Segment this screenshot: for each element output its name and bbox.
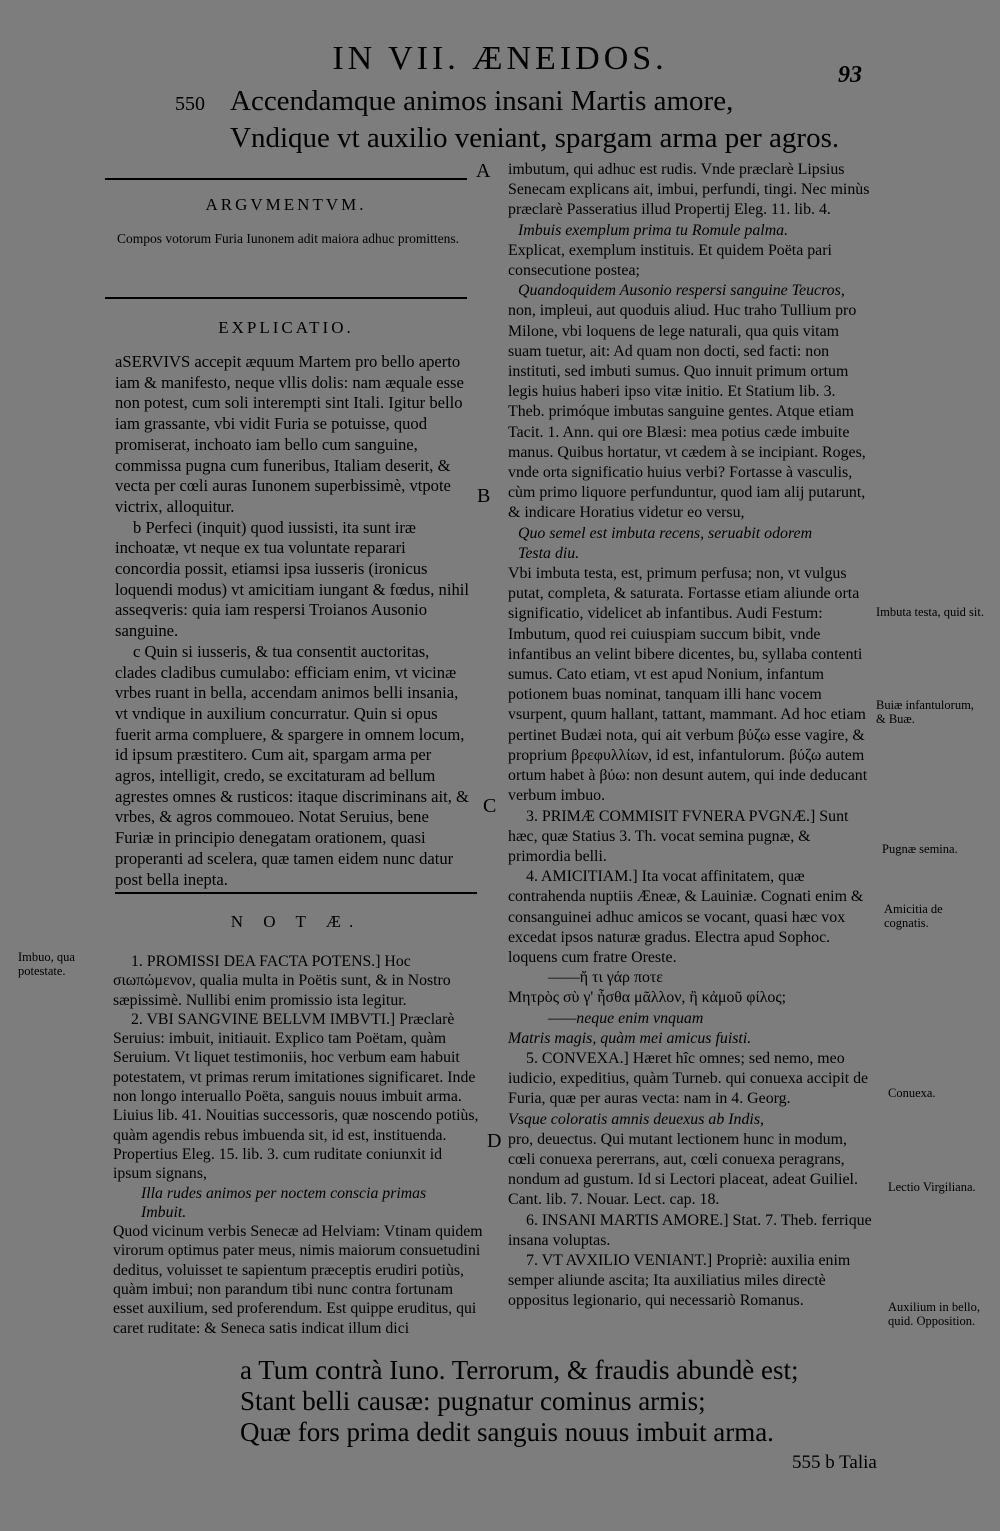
divider bbox=[115, 892, 477, 894]
quote-line: Quandoquidem Ausonio respersi sanguine Teucros, bbox=[518, 282, 845, 300]
running-head: IN VII. ÆNEIDOS. bbox=[332, 40, 668, 77]
note: 6. INSANI MARTIS AMORE.] Stat. 7. Theb. ferrique insana voluptas. bbox=[508, 1211, 872, 1249]
paragraph: imbutum, qui adhuc est rudis. Vnde præclarè Lipsius Senecam explicans ait, imbui, perfundi, tingi. Nec minùs præclarè Passeratius illud Propertij Eleg. 11. lib. 4. bbox=[508, 161, 870, 219]
quote-line: Matris magis, quàm mei amicus fuisti. bbox=[508, 1029, 752, 1047]
paragraph: Vbi imbuta testa, est, primum perfusa; non, vt vulgus putat, completa, & saturata. Fortasse etiam aliunde orta significatio, videlicet ab infantibus. Audi Festum: Imbutum, quod rei cuiuspiam succum bibit, vnde infantibus an velint bibere dicentes, bu, syllaba contenti sumus. Cato etiam, vt est apud Nonium, infantum potionem buas nominat, tanquam illi hanc vocem vsurpent, quum hallant, tattant, mammant. Ad hoc etiam pertinet Budæi nota, qui ait verbum βύζω esse vagire, & proprium βρεφυλλίων, id est, infantulorum. βύζω autem ortum habet à βύω: non desunt autem, qui inde deducant verbum imbuo. bbox=[508, 565, 868, 805]
margin-note: Auxilium in bello, quid. Opposition. bbox=[888, 1300, 981, 1328]
divider bbox=[105, 297, 467, 299]
note: 7. VT AVXILIO VENIANT.] Propriè: auxilia enim semper aliunde ascita; Ita auxiliatius miles directè oppositus legionario, qui necessariò Romanus. bbox=[508, 1251, 851, 1310]
notae-text bbox=[113, 952, 483, 1338]
notae-heading: N O T Æ. bbox=[230, 912, 362, 931]
catchword: 555 b Talia bbox=[792, 1452, 877, 1473]
quote-line: Imbuis exemplum prima tu Romule palma. bbox=[518, 221, 789, 239]
page-number: 93 bbox=[838, 62, 862, 88]
margin-note: Conuexa. bbox=[888, 1086, 936, 1100]
quote-line: Imbuit. bbox=[141, 1203, 187, 1221]
note: 2. VBI SANGVINE BELLVM IMBVTI.] Præclarè Seruius: imbuit, initiauit. Explico tam Poëtam, quàm Seruium. Vt liquet testimoniis, hoc verbum eam habuit potestatem, vt primas rerum imitationes significaret. Inde non longo interuallo Poëta, sanguis nouus imbuit arma. Liuius lib. 41. Nouitias successoris, quæ noscendo potiùs, quàm agendis rebus imbuenda sit, id est, instituenda. Propertius Eleg. 15. lib. 3. cum ruditate coniunxit id ipsum signans, bbox=[113, 1010, 479, 1183]
note: Quod vicinum verbis Senecæ ad Helviam: Vtinam quidem virorum optimus pater meus, nimis maiorum consuetudini deditus, voluisset te sapientum præceptis erudiri potiùs, quàm imbui; non parandum tibi nunc contra fortunam esset auxilium, sed proferendum. Est quippe eruditus, qui caret ruditate: & Seneca satis indicat illum dici bbox=[113, 1223, 483, 1337]
margin-note: Lectio Virgiliana. bbox=[888, 1180, 976, 1194]
note: 4. AMICITIAM.] Ita vocat affinitatem, quæ contrahenda nuptiis Æneæ, & Lauiniæ. Cognati enim & consanguinei adhuc amicos se vocant, quasi hæc vox excedat ipsos naturæ gradus. Electra apud Sophoc. loquens cum fratre Oreste. bbox=[508, 868, 864, 966]
margin-note: Imbuo, qua potestate. bbox=[18, 950, 75, 978]
right-column-text bbox=[508, 160, 873, 1312]
argumentum-heading: ARGVMENTVM. bbox=[205, 195, 367, 214]
paragraph: pro, deuectus. Qui mutant lectionem hunc in modum, cœli conuexa pererrans, aut, cœli conuexa peragrans, nondum ad gustum. Id si Lectori placeat, adeat Guiliel. Cant. lib. 7. Nouar. Lect. cap. 18. bbox=[508, 1130, 858, 1209]
argumentum-text: Compos votorum Furia Iunonem adit maiora adhuc promittens. bbox=[117, 231, 459, 246]
quote-line: Testa diu. bbox=[518, 544, 580, 562]
section-marker: D bbox=[487, 1130, 502, 1152]
margin-note: Pugnæ semina. bbox=[882, 842, 958, 856]
note: 3. PRIMÆ COMMISIT FVNERA PVGNÆ.] Sunt hæc, quæ Statius 3. Th. vocat semina pugnæ, & primordia belli. bbox=[508, 807, 849, 865]
verse-line: Stant belli causæ: pugnatur cominus armis; bbox=[240, 1386, 706, 1416]
paragraph: non, impleui, aut quoduis aliud. Huc traho Tullium pro Milone, vbi loquens de lege naturali, qua quis vitam suam tuetur, ait: Ad quam non docti, sed facti: non instituti, sed imbuti sumus. Quo innuit primum ortum legis huius haberi ipso vitæ initio. Et Statium lib. 3. Theb. primóque imbutas sanguine gentes. Atque etiam Tacit. 1. Ann. qui ore Blæsi: mea potius cæde imbuite manus. Quibus hortatur, vt cædem à se incipiant. Roges, vnde orta significatio huius verbi? Fortasse à vasculis, cùm primo liquore perfunduntur, quod iam alij putarunt, & indicare Horatius videtur eo versu, bbox=[508, 302, 866, 522]
paragraph: Explicat, exemplum instituis. Et quidem Poëta pari consecutione postea; bbox=[508, 241, 832, 280]
note: 1. PROMISSI DEA FACTA POTENS.] Hoc σιωπώμενον, qualia multa in Poëtis sunt, & in Nostro sæpissimè. Nullibi enim promissio ista legitur. bbox=[113, 953, 451, 1009]
verse-line: Vndique vt auxilio veniant, spargam arma per agros. bbox=[230, 122, 840, 154]
quote-line: ——neque enim vnquam bbox=[548, 1009, 704, 1027]
explicatio-heading: EXPLICATIO. bbox=[218, 318, 354, 337]
verse-line-number: 550 bbox=[175, 93, 205, 115]
section-marker: C bbox=[483, 795, 497, 817]
verse-block-top bbox=[175, 84, 839, 155]
verse-line: Accendamque animos insani Martis amore, bbox=[230, 85, 734, 117]
verse-line: Quæ fors prima dedit sanguis nouus imbuit arma. bbox=[240, 1417, 774, 1447]
verse-block-bottom bbox=[240, 1355, 799, 1448]
paragraph: b Perfeci (inquit) quod iussisti, ita sunt iræ inchoatæ, vt neque ex tua voluntate reparari concordia possit, etiamsi ipsa iusseris (ironicus loquendi modus) vt amicitiam iungant & fœdus, nihil asseqveris: quia iam respersi Troianos Ausonio sanguine. bbox=[115, 517, 469, 641]
paragraph: aSERVIVS accepit æquum Martem pro bello aperto iam & manifesto, neque vllis dolis: nam æquale esse non potest, cum soli interempti sint Itali. Igitur bello iam grassante, vbi vidit Furia se potuisse, quod promiserat, inchoato iam bello cum sanguine, commissa pugna cum funeribus, Italiam deserit, & vecta per cœli auras Iunonem superbissimè, vtpote victrix, alloquitur. bbox=[115, 352, 464, 516]
divider bbox=[105, 178, 467, 180]
quote-line: Quo semel est imbuta recens, seruabit odorem bbox=[518, 524, 813, 542]
section-marker: A bbox=[476, 160, 491, 182]
margin-note: Amicitia de cognatis. bbox=[884, 902, 943, 930]
verse-line: a Tum contrà Iuno. Terrorum, & fraudis abundè est; bbox=[240, 1355, 799, 1385]
quote-line: Vsque coloratis amnis deuexus ab Indis, bbox=[508, 1110, 764, 1128]
section-marker: B bbox=[477, 485, 491, 507]
quote-line: Illa rudes animos per noctem conscia primas bbox=[141, 1184, 427, 1202]
paragraph: c Quin si iusseris, & tua consentit auctoritas, clades cladibus cumulabo: efficiam enim, vt vicinæ vrbes ruant in bella, accendam animos belli insania, vt vndique in auxilium concurratur. Quin si opus fuerit arma compluere, & spargere in omnem locum, id ipsum præstitero. Cum ait, spargam arma per agros, intelligit, credo, se excitaturam ad bellum agrestes omnes & rusticos: itaque discriminans ait, & vrbes, & agros commoueo. Notat Seruius, bene Furiæ in principio denegatam orationem, quasi properanti ad scelera, quæ tamen eidem nunc datur post bella inepta. bbox=[115, 641, 469, 889]
margin-note: Imbuta testa, quid sit. bbox=[876, 605, 984, 619]
explicatio-text bbox=[115, 352, 471, 890]
note: 5. CONVEXA.] Hæret hîc omnes; sed nemo, meo iudicio, expeditius, quàm Turneb. qui conuexa accipit de Furia, quæ per auras vecta: nam in 4. Georg. bbox=[508, 1049, 869, 1108]
greek-line: ——ἤ τι γάρ ποτε bbox=[548, 969, 663, 987]
margin-note: Buiæ infantulorum, & Buæ. bbox=[876, 698, 974, 726]
greek-line: Μητρὸς σὺ γ' ἦσθα μᾶλλον, ἢ κἀμοῦ φίλος; bbox=[508, 989, 787, 1007]
